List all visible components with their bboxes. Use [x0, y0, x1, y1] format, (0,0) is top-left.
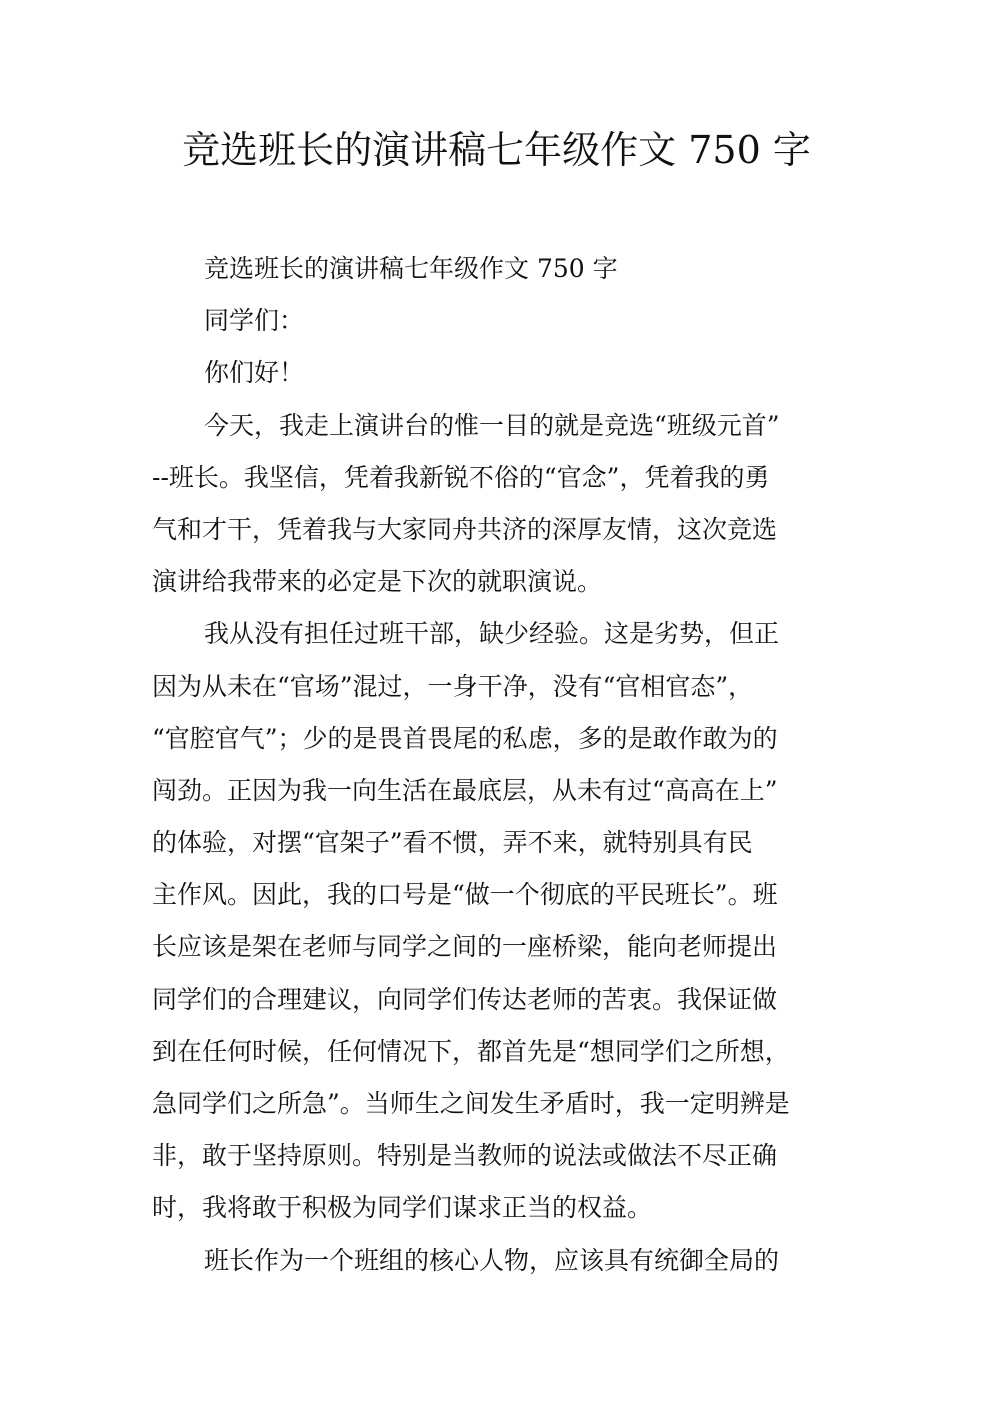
paragraph-line: 急同学们之所急”。当师生之间发生矛盾时，我一定明辨是	[152, 1089, 790, 1118]
paragraph-line: “官腔官气”；少的是畏首畏尾的私虑，多的是敢作敢为的	[152, 723, 778, 753]
paragraph	[152, 608, 842, 1234]
document-body	[152, 243, 842, 1287]
paragraph-line: 长应该是架在老师与同学之间的一座桥梁，能向老师提出	[152, 932, 778, 962]
paragraph	[152, 1235, 842, 1287]
paragraph-line: 闯劲。正因为我一向生活在最底层，从未有过“高高在上”	[152, 775, 778, 805]
paragraph	[152, 243, 842, 295]
paragraph-line: 到在任何时候，任何情况下，都首先是“想同学们之所想，	[152, 1036, 790, 1066]
paragraph	[152, 347, 842, 399]
paragraph-line: --班长。我坚信，凭着我新锐不俗的“官念”，凭着我的勇	[152, 462, 770, 492]
paragraph	[152, 295, 842, 347]
paragraph-line: 同学们：	[204, 306, 305, 336]
paragraph-line: 时，我将敢于积极为同学们谋求正当的权益。	[152, 1193, 653, 1223]
paragraph-line: 竞选班长的演讲稿七年级作文 750 字	[204, 254, 618, 283]
paragraph	[152, 400, 842, 609]
paragraph-line: 班长作为一个班组的核心人物，应该具有统御全局的	[204, 1245, 780, 1275]
paragraph-line: 你们好！	[204, 358, 305, 388]
paragraph-line: 因为从未在“官场”混过，一身干净，没有“官相官态”，	[152, 671, 754, 701]
paragraph-line: 气和才干，凭着我与大家同舟共济的深厚友情，这次竞选	[152, 514, 778, 544]
paragraph-line: 非，敢于坚持原则。特别是当教师的说法或做法不尽正确	[152, 1141, 778, 1171]
document-title: 竞选班长的演讲稿七年级作文 750 字	[182, 128, 811, 172]
paragraph-line: 主作风。因此，我的口号是“做一个彻底的平民班长”。班	[152, 880, 778, 910]
paragraph-line: 今天，我走上演讲台的惟一目的就是竞选“班级元首”	[204, 410, 780, 440]
paragraph-line: 的体验，对摆“官架子”看不惯，弄不来，就特别具有民	[152, 828, 753, 858]
paragraph-line: 同学们的合理建议，向同学们传达老师的苦衷。我保证做	[152, 984, 778, 1014]
paragraph-line: 演讲给我带来的必定是下次的就职演说。	[152, 567, 603, 597]
paragraph-line: 我从没有担任过班干部，缺少经验。这是劣势，但正	[204, 619, 780, 649]
